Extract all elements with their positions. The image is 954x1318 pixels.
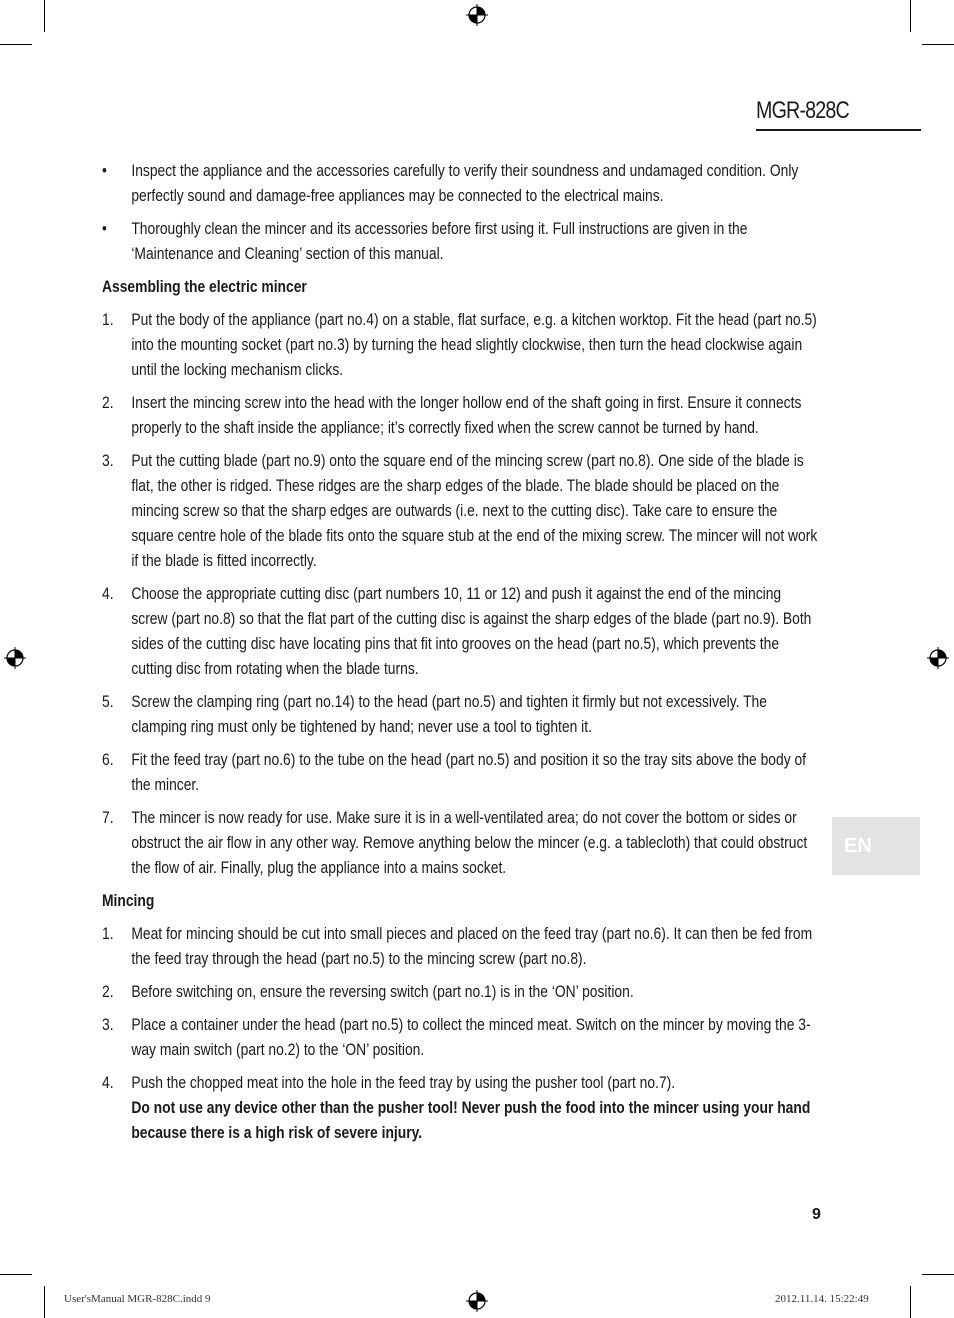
list-item xyxy=(102,390,819,440)
header-rule xyxy=(756,129,921,131)
step-text: Push the chopped meat into the hole in the feed tray by using the pusher tool (part no.7). xyxy=(131,1073,676,1092)
step-number: 1. xyxy=(102,924,114,943)
crop-mark xyxy=(0,44,32,45)
model-title: MGR-828C xyxy=(756,97,849,124)
step-number: 2. xyxy=(102,982,114,1001)
list-item xyxy=(102,1012,819,1062)
registration-mark-icon xyxy=(927,647,949,669)
section-heading: Mincing xyxy=(102,891,155,910)
list-item xyxy=(102,805,819,880)
step-number: 1. xyxy=(102,310,114,329)
crop-mark xyxy=(922,1274,954,1275)
list-item xyxy=(102,581,819,681)
step-text: Insert the mincing screw into the head with the longer hollow end of the shaft going in first. Ensure it connects properly to the shaft inside the appliance; it’s correctly fixed when the screw cannot be turned by hand. xyxy=(131,393,802,437)
list-item xyxy=(102,307,819,382)
step-number: 3. xyxy=(102,451,114,470)
step-text: The mincer is now ready for use. Make sure it is in a well-ventilated area; do not cover the bottom or sides or obstruct the air flow in any other way. Remove anything below the mincer (e.g. a tablecloth) that could obstruct the flow of air. Finally, plug the appliance into a mains socket. xyxy=(131,808,808,877)
registration-mark-icon xyxy=(4,647,26,669)
step-number: 7. xyxy=(102,808,114,827)
crop-mark xyxy=(44,1286,45,1318)
page-number: 9 xyxy=(812,1206,821,1223)
step-text: Choose the appropriate cutting disc (part numbers 10, 11 or 12) and push it against the end of the mincing screw (part no.8) so that the flat part of the cutting disc is against the sharp edges of the blade (part no.9). Both sides of the cutting disc have locating pins that fit into grooves on the head (part no.5), which prevents the cutting disc from rotating when the blade turns. xyxy=(131,584,812,678)
bullet-marker: • xyxy=(102,161,107,180)
step-text: Place a container under the head (part no.5) to collect the minced meat. Switch on the mincer by moving the 3-way main switch (part no.2) to the ‘ON’ position. xyxy=(131,1015,811,1059)
step-text: Put the body of the appliance (part no.4) on a stable, flat surface, e.g. a kitchen worktop. Fit the head (part no.5) into the mounting socket (part no.3) by turning the head slightly clockwise, then turn the head clockwise again until the locking mechanism clicks. xyxy=(131,310,817,379)
step-number: 6. xyxy=(102,750,114,769)
list-item xyxy=(102,158,819,208)
list-item xyxy=(102,747,819,797)
crop-mark xyxy=(910,1286,911,1318)
step-text: Fit the feed tray (part no.6) to the tube on the head (part no.5) and position it so the tray sits above the body of the mincer. xyxy=(131,750,807,794)
section-heading: Assembling the electric mincer xyxy=(102,277,307,296)
page-content xyxy=(102,158,819,1153)
crop-mark xyxy=(0,1274,32,1275)
step-text: Screw the clamping ring (part no.14) to the head (part no.5) and tighten it firmly but not excessively. The clamping ring must only be tightened by hand; never use a tool to tighten it. xyxy=(131,692,767,736)
bullet-text: Inspect the appliance and the accessories carefully to verify their soundness and undamaged condition. Only perfectly sound and damage-free appliances may be connected to the electrical mains. xyxy=(131,161,799,205)
bullet-marker: • xyxy=(102,219,107,238)
crop-mark xyxy=(922,44,954,45)
registration-mark-icon xyxy=(466,1290,488,1312)
step-number: 4. xyxy=(102,584,114,603)
list-item xyxy=(102,448,819,573)
warning-text: Do not use any device other than the pusher tool! Never push the food into the mincer using your hand because there is a high risk of severe injury. xyxy=(131,1098,811,1142)
list-item xyxy=(102,921,819,971)
language-tab-label: EN xyxy=(844,835,872,857)
list-item xyxy=(102,979,819,1004)
step-text: Meat for mincing should be cut into small pieces and placed on the feed tray (part no.6). It can then be fed from the feed tray through the head (part no.5) to the mincing screw (part no.8). xyxy=(131,924,813,968)
step-number: 4. xyxy=(102,1073,114,1092)
crop-mark xyxy=(910,0,911,32)
step-number: 2. xyxy=(102,393,114,412)
registration-mark-icon xyxy=(466,4,488,26)
list-item xyxy=(102,216,819,266)
slug-filename: User'sManual MGR-828C.indd 9 xyxy=(64,1293,211,1305)
step-text: Put the cutting blade (part no.9) onto the square end of the mincing screw (part no.8). One side of the blade is flat, the other is ridged. These ridges are the sharp edges of the blade. The blade should be placed on the mincing screw so that the sharp edges are outwards (i.e. next to the cutting disc). Take care to ensure the square centre hole of the blade fits onto the square stub at the end of the mixing screw. The mincer will not work if the blade is fitted incorrectly. xyxy=(131,451,818,570)
step-number: 3. xyxy=(102,1015,114,1034)
slug-timestamp: 2012.11.14. 15:22:49 xyxy=(775,1293,869,1305)
crop-mark xyxy=(44,0,45,32)
list-item xyxy=(102,689,819,739)
bullet-text: Thoroughly clean the mincer and its accessories before first using it. Full instructions are given in the ‘Maintenance and Cleaning’ section of this manual. xyxy=(131,219,748,263)
language-tab xyxy=(832,817,920,875)
list-item xyxy=(102,1070,819,1145)
step-number: 5. xyxy=(102,692,114,711)
step-text: Before switching on, ensure the reversing switch (part no.1) is in the ‘ON’ position. xyxy=(131,982,634,1001)
